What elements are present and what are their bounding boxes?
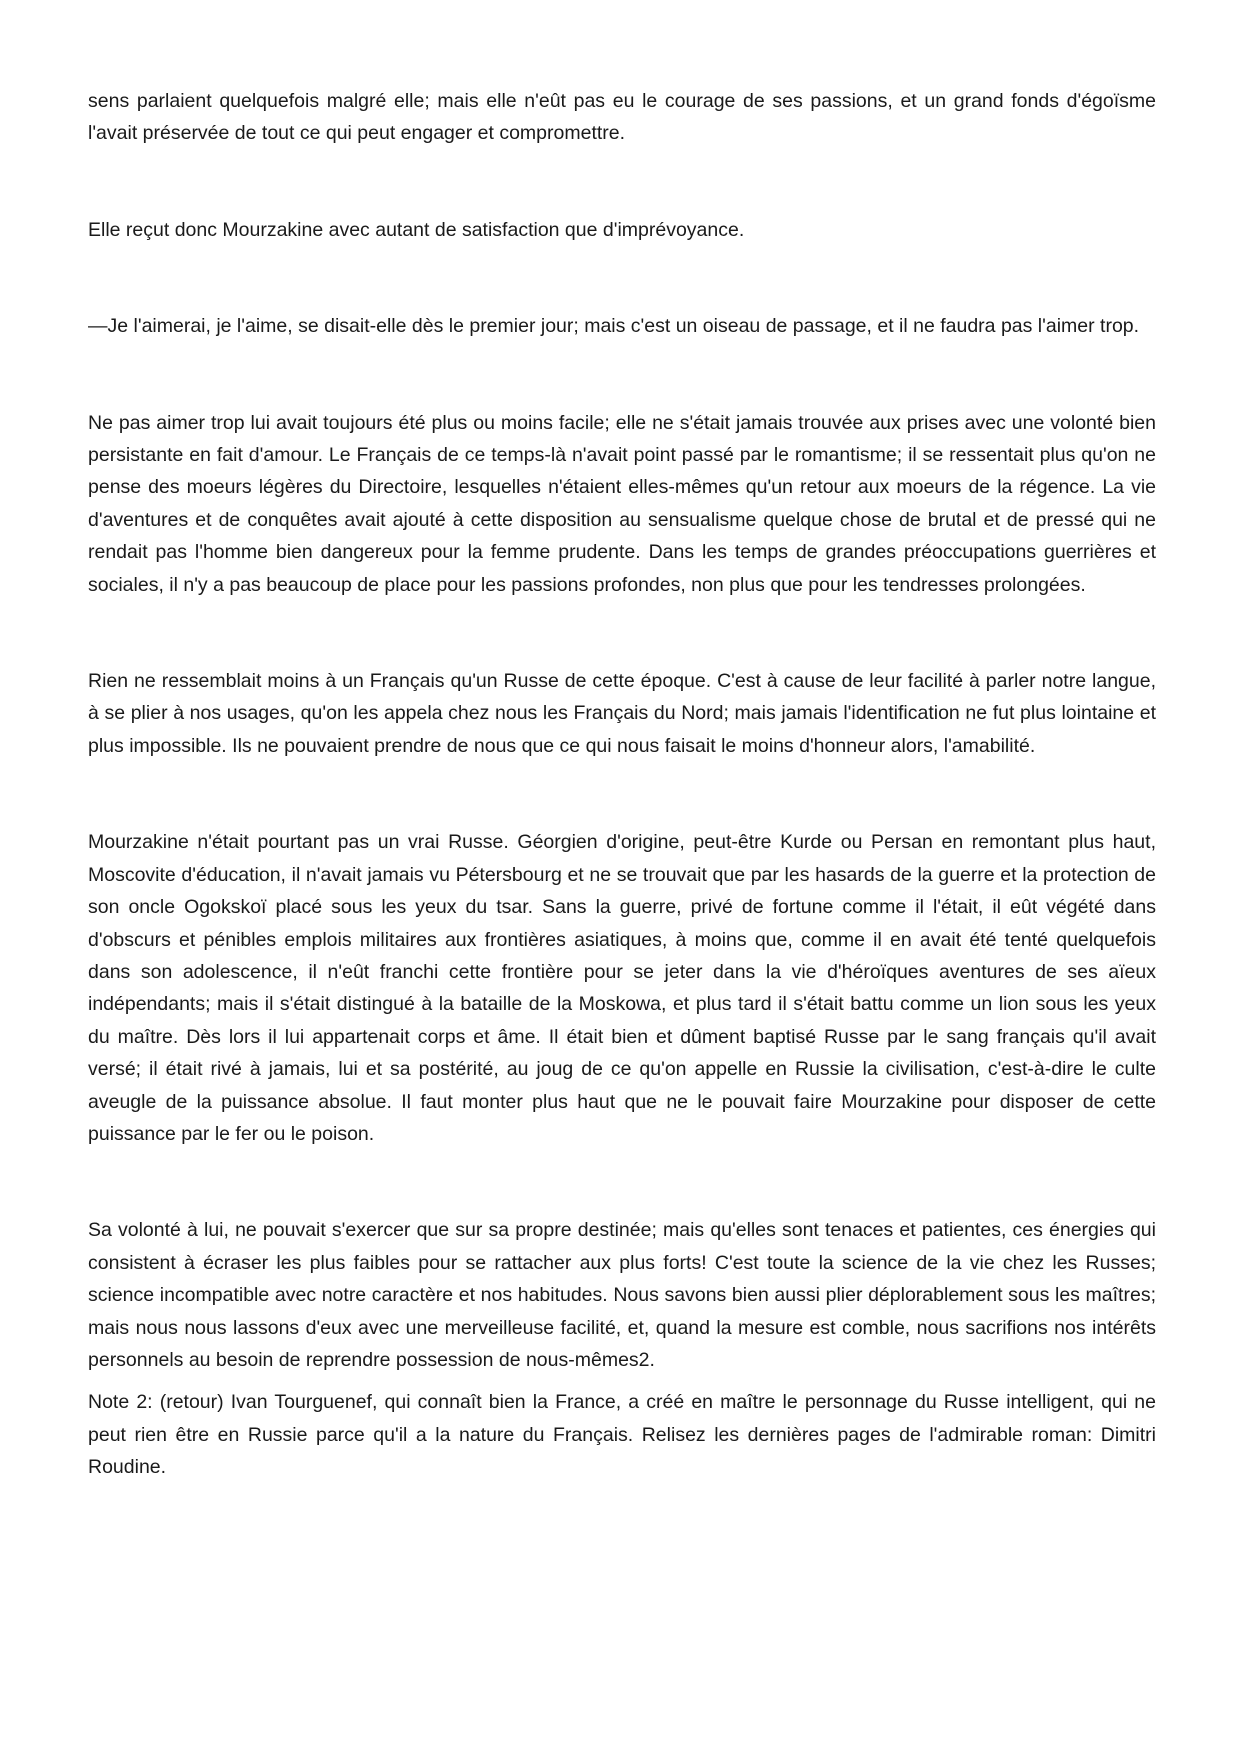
paragraph-6: Mourzakine n'était pourtant pas un vrai Russe. Géorgien d'origine, peut-être Kurde ou Persan en remontant plus haut, Moscovite d'éducation, il n'avait jamais vu Pétersbourg et ne se trouvait que par les hasards de la guerre et la protection de son oncle Ogokskoï placé sous les yeux du tsar. Sans la guerre, privé de fortune comme il l'était, il eût végété dans d'obscurs et pénibles emplois militaires aux frontières asiatiques, à moins que, comme il en avait été tenté quelquefois dans son adolescence, il n'eût franchi cette frontière pour se jeter dans la vie d'héroïques aventures de ses aïeux indépendants; mais il s'était distingué à la bataille de la Moskowa, et plus tard il s'était battu comme un lion sous les yeux du maître. Dès lors il lui appartenait corps et âme. Il était bien et dûment baptisé Russe par le sang français qu'il avait versé; il était rivé à jamais, lui et sa postérité, au joug de ce qu'on appelle en Russie la civilisation, c'est-à-dire le culte aveugle de la puissance absolue. Il faut monter plus haut que ne le pouvait faire Mourzakine pour disposer de cette puissance par le fer ou le poison. xyxy=(88,831,1156,1145)
paragraph-7: Sa volonté à lui, ne pouvait s'exercer que sur sa propre destinée; mais qu'elles sont tenaces et patientes, ces énergies qui consistent à écraser les plus faibles pour se rattacher aux plus forts! C'est toute la science de la vie chez les Russes; science incompatible avec notre caractère et nos habitudes. Nous savons bien aussi plier déplorablement sous les maîtres; mais nous nous lassons d'eux avec une merveilleuse facilité, et, quand la mesure est comble, nous sacrifions nos intérêts personnels au besoin de reprendre possession de nous-mêmes2. xyxy=(88,1219,1156,1371)
paragraph-2: Elle reçut donc Mourzakine avec autant de satisfaction que d'imprévoyance. xyxy=(88,218,745,241)
paragraph-1: sens parlaient quelquefois malgré elle; mais elle n'eût pas eu le courage de ses passions, et un grand fonds d'égoïsme l'avait préservée de tout ce qui peut engager et compromettre. xyxy=(88,90,1156,145)
footnote: Note 2: (retour) Ivan Tourguenef, qui connaît bien la France, a créé en maître le personnage du Russe intelligent, qui ne peut rien être en Russie parce qu'il a la nature du Français. Relisez les dernières pages de l'admirable roman: Dimitri Roudine. xyxy=(88,1391,1156,1479)
paragraph-5: Rien ne ressemblait moins à un Français qu'un Russe de cette époque. C'est à cause de leur facilité à parler notre langue, à se plier à nos usages, qu'on les appela chez nous les Français du Nord; mais jamais l'identification ne fut plus lointaine et plus impossible. Ils ne pouvaient prendre de nous que ce qui nous faisait le moins d'honneur alors, l'amabilité. xyxy=(88,670,1156,757)
paragraph-3: —Je l'aimerai, je l'aime, se disait-elle dès le premier jour; mais c'est un oiseau de passage, et il ne faudra pas l'aimer trop. xyxy=(88,315,1140,338)
paragraph-4: Ne pas aimer trop lui avait toujours été plus ou moins facile; elle ne s'était jamais trouvée aux prises avec une volonté bien persistante en fait d'amour. Le Français de ce temps-là n'avait point passé par le romantisme; il se ressentait plus qu'on ne pense des moeurs légères du Directoire, lesquelles n'étaient elles-mêmes qu'un retour aux moeurs de la régence. La vie d'aventures et de conquêtes avait ajouté à cette disposition au sensualisme quelque chose de brutal et de pressé qui ne rendait pas l'homme bien dangereux pour la femme prudente. Dans les temps de grandes préoccupations guerrières et sociales, il n'y a pas beaucoup de place pour les passions profondes, non plus que pour les tendresses prolongées. xyxy=(88,411,1156,596)
document-body xyxy=(88,85,1156,1484)
